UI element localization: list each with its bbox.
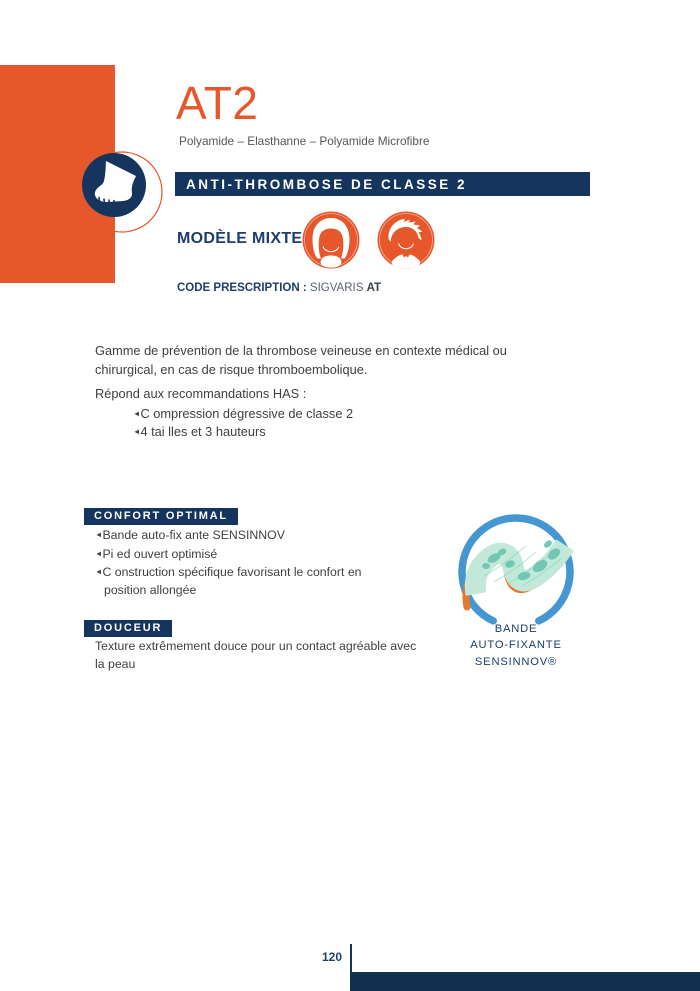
foot-sock-icon: [72, 145, 172, 245]
prescription-code: AT: [366, 282, 382, 294]
model-label: MODÈLE MIXTE: [177, 230, 303, 247]
bullet-arrow-icon: ◄: [133, 408, 141, 418]
page-title: AT2: [176, 77, 259, 129]
male-face-icon: [377, 211, 435, 269]
prescription-brand: SIGVARIS: [309, 282, 364, 294]
confort-bullet-list: [95, 526, 387, 599]
composition-subtitle: Polyamide – Elasthanne – Polyamide Microfibre: [179, 134, 430, 148]
intro-lead: Répond aux recommandations HAS :: [95, 386, 307, 401]
badge-caption-line: AUTO-FIXANTE: [470, 639, 562, 652]
self-fixing-band-icon: [450, 514, 582, 634]
bullet-arrow-icon: ◄: [95, 530, 103, 539]
bullet-text: 4 tai lles et 3 hauteurs: [140, 424, 266, 439]
section-heading-douceur: DOUCEUR: [84, 620, 172, 637]
bullet-arrow-icon: ◄: [95, 548, 103, 558]
intro-block: [95, 342, 557, 442]
list-item: [133, 423, 557, 442]
bullet-arrow-icon: ◄: [133, 427, 141, 436]
list-item: [95, 526, 387, 545]
list-item: [95, 545, 387, 564]
bullet-text: Bande auto-fix ante SENSINNOV: [102, 528, 285, 542]
section-heading-confort: CONFORT OPTIMAL: [84, 508, 238, 525]
badge-caption-line: SENSINNOV®: [474, 655, 558, 668]
douceur-text: Texture extrêmement douce pour un contact agréable avec la peau: [95, 639, 417, 671]
bullet-text: C ompression dégressive de classe 2: [140, 405, 354, 421]
page-number: 120: [321, 950, 342, 964]
class-banner-label: ANTI-THROMBOSE DE CLASSE 2: [186, 176, 468, 192]
prescription-line: [177, 282, 381, 294]
intro-paragraph: Gamme de prévention de la thrombose veineuse en contexte médical ou chirurgical, en cas de risque thromboembolique.: [95, 343, 507, 377]
female-face-icon: [302, 211, 360, 269]
bullet-text: Pi ed ouvert optimisé: [102, 546, 218, 561]
bullet-text: C onstruction spécifique favorisant le confort en position allongée: [102, 565, 362, 597]
prescription-label: CODE PRESCRIPTION :: [177, 282, 307, 294]
badge-caption: [436, 621, 596, 670]
list-item: [95, 563, 387, 599]
intro-bullet-list: [95, 405, 557, 442]
badge-caption-line: BANDE: [494, 623, 538, 635]
footer-bar: [350, 972, 700, 991]
footer-divider: [350, 944, 352, 972]
bullet-arrow-icon: ◄: [95, 567, 103, 576]
class-banner: [175, 172, 590, 196]
list-item: [133, 405, 557, 424]
